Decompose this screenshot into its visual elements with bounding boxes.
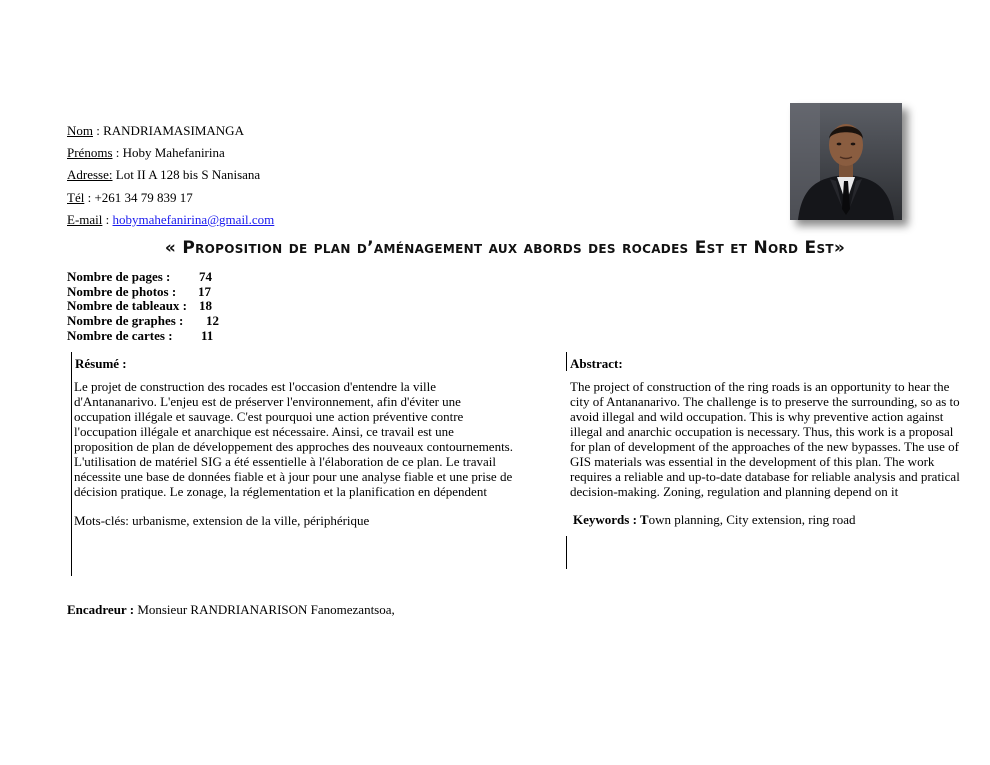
nom-label: Nom xyxy=(67,123,93,138)
email-separator: : xyxy=(102,212,113,227)
tel-value: : +261 34 79 839 17 xyxy=(84,190,193,205)
stat-row-graphes xyxy=(67,313,219,329)
stat-value: 18 xyxy=(199,298,212,314)
abstract-keywords xyxy=(573,512,856,527)
email-label: E-mail xyxy=(67,212,103,227)
stat-value: 74 xyxy=(199,269,212,284)
stat-label: Nombre de graphes : xyxy=(67,313,184,329)
field-tel xyxy=(67,190,193,206)
stat-label: Nombre de cartes : xyxy=(67,327,173,343)
stat-row-cartes xyxy=(67,327,214,344)
abstract-line: city of Antananarivo. The challenge is to preserve the surrounding, so as to xyxy=(570,394,960,409)
nom-value: : RANDRIAMASIMANGA xyxy=(93,123,244,138)
stat-row-tableaux xyxy=(67,298,212,314)
stat-value: 12 xyxy=(206,313,219,329)
abstract-line: GIS materials was essential in the development of this plan. The work xyxy=(570,454,935,469)
abstract-left-rule-top xyxy=(566,352,567,371)
encadreur-label: Encadreur : xyxy=(67,602,135,617)
keywords-label: Keywords : T xyxy=(573,512,649,527)
resume-left-rule xyxy=(71,352,72,576)
encadreur-line xyxy=(67,602,395,618)
field-adresse xyxy=(67,167,260,183)
abstract-left-rule-bottom xyxy=(566,536,567,569)
abstract-line: decision-making. Zoning, regulation and planning depend on it xyxy=(570,484,899,499)
abstract-line: The project of construction of the ring roads is an opportunity to hear the xyxy=(570,379,950,394)
prenoms-value: : Hoby Mahefanirina xyxy=(112,145,225,160)
abstract-line: for plan of development of the approaches of the new bypasses. The use of xyxy=(570,439,959,454)
resume-line: l'occupation illégale et anarchique est nécessaire. Ainsi, ce travail est une xyxy=(74,424,454,439)
abstract-line: illegal and anarchic occupation is necessary. Thus, this work is a proposal xyxy=(570,424,954,439)
stat-label: Nombre de tableaux : xyxy=(67,298,188,314)
resume-line: proposition de plan de développement des approches des nouveaux contournements. xyxy=(74,439,513,454)
prenoms-label: Prénoms xyxy=(67,145,113,160)
encadreur-value: Monsieur RANDRIANARISON Fanomezantsoa, xyxy=(134,602,395,617)
resume-body xyxy=(74,379,513,499)
resume-line: nécessite une base de données fiable et à jour pour une analyse fiable et une prise de xyxy=(74,469,513,484)
stat-value: 17 xyxy=(198,283,211,299)
stat-label: Nombre de photos : xyxy=(67,283,177,299)
resume-line: occupation illégale et sauvage. C'est pourquoi une action préventive contre xyxy=(74,409,464,424)
stat-label: Nombre de pages : xyxy=(67,269,171,284)
portrait-icon xyxy=(790,103,902,220)
resume-heading: Résumé : xyxy=(75,356,127,371)
adresse-label: Adresse: xyxy=(67,167,113,182)
abstract-heading: Abstract: xyxy=(570,356,623,371)
resume-line: d'Antananarivo. L'enjeu est de préserver l'environnement, afin d'éviter une xyxy=(74,394,461,409)
stat-row-pages xyxy=(67,269,212,285)
abstract-line: requires a reliable and up-to-date database for reliable analysis and pratical xyxy=(570,469,960,484)
resume-line: décision pratique. Le zonage, la réglementation et la planification en dépendent xyxy=(74,484,487,499)
keywords-value: own planning, City extension, ring road xyxy=(648,512,856,527)
abstract-line: avoid illegal and wild occupation. This is why preventive action against xyxy=(570,409,944,424)
stat-value: 11 xyxy=(201,327,214,343)
adresse-value: Lot II A 128 bis S Nanisana xyxy=(112,167,261,182)
field-email xyxy=(67,212,274,228)
field-nom xyxy=(67,123,244,139)
abstract-body xyxy=(570,379,960,499)
portrait-photo xyxy=(790,103,902,220)
field-prenoms xyxy=(67,145,225,161)
resume-line: Le projet de construction des rocades est l'occasion d'entendre la ville xyxy=(74,379,437,394)
document-title: « Proposition de plan d’aménagement aux abords des rocades Est et Nord Est» xyxy=(164,238,846,258)
stats-block xyxy=(67,269,219,343)
resume-line: L'utilisation de matériel SIG a été essentielle à l'élaboration de ce plan. Le travail xyxy=(74,454,496,469)
tel-label: Tél xyxy=(67,190,85,205)
resume-keywords: Mots-clés: urbanisme, extension de la ville, périphérique xyxy=(74,513,370,528)
stat-row-photos xyxy=(67,283,211,300)
email-link[interactable]: hobymahefanirina@gmail.com xyxy=(112,212,275,227)
